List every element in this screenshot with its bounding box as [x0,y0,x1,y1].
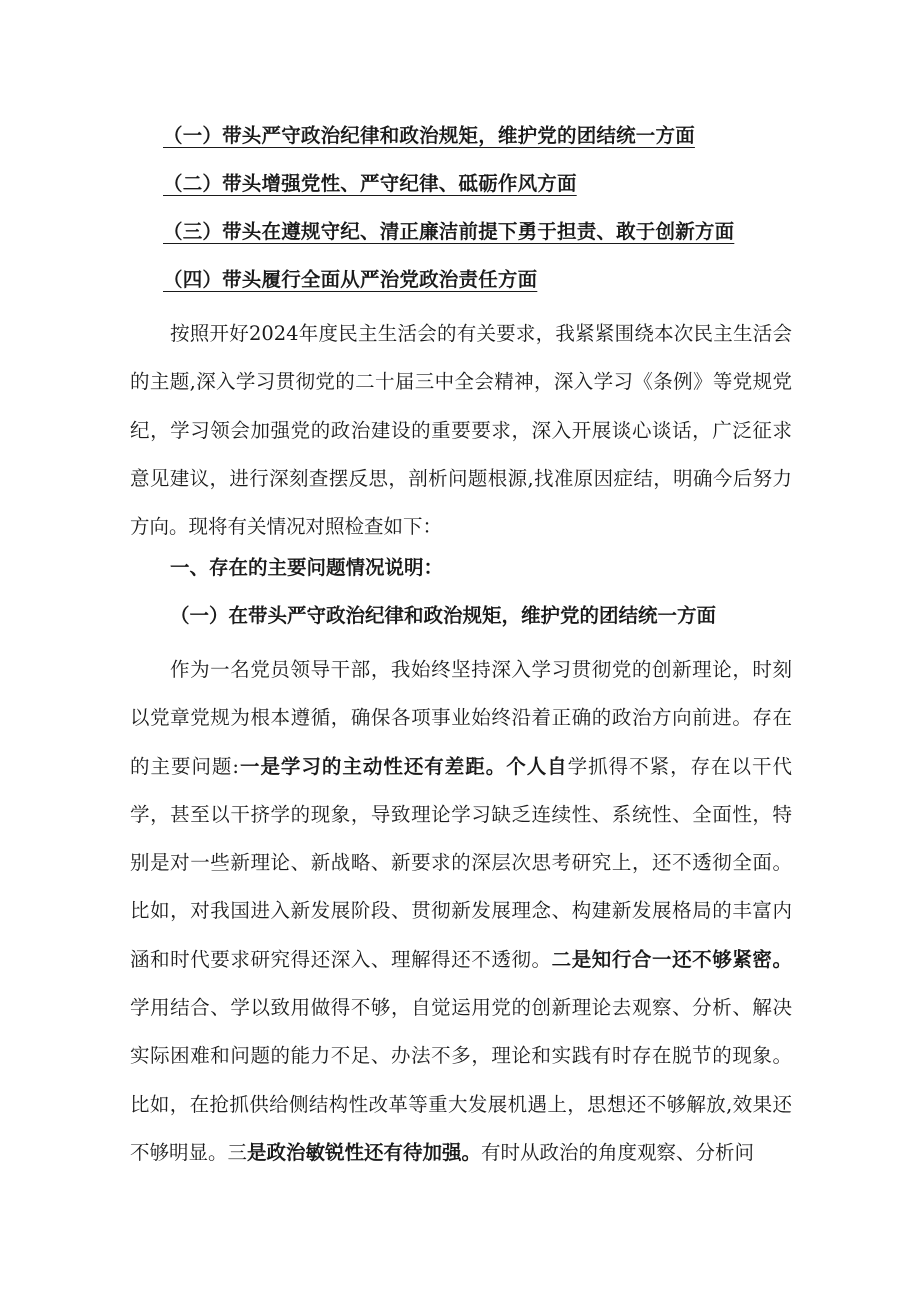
paragraph-bold-1: 一是学习的主动性还有差距。个人自 [238,754,568,778]
section-heading: 一、存在的主要问题情况说明： [170,556,444,579]
paragraph-text-2: 学抓得不紧，存在以干代学，甚至以干挤学的现象，导致理论学习缺乏连续性、系统性、全面性，特别是对一些新理论、新战略、新要求的深层次思考研究上，还不透彻全面。比如，对我国进入新发展阶段、贯彻新发展理念、构建新发展格局的丰富内涵和时代要求研究得还深入、理解得还不透彻。 [130,754,792,971]
paragraph-bold-2: 二是知行合一还不够紧密。 [551,947,792,971]
paragraph-text-4: 有时从政治的角度观察、分析问 [481,1140,755,1164]
toc-item-2: （二）带头增强党性、严守纪律、砥砺作风方面 [163,172,577,195]
toc-item-1: （一）带头严守政治纪律和政治规矩，维护党的团结统一方面 [163,124,695,147]
paragraph-text-1: 作为一名党员领导干部，我始终坚持深入学习贯彻党的创新理论，时刻以党章党规为根本遵循，确保各项事业始终沿着正确的政治方向前进。存在的主要问题: [130,658,792,778]
subsection-heading: （一）在带头严守政治纪律和政治规矩，维护党的团结统一方面 [170,604,717,627]
intro-paragraph: 按照开好2024年度民主生活会的有关要求，我紧紧围绕本次民主生活会的主题,深入学习贯彻党的二十届三中全会精神，深入学习《条例》等党规党纪，学习领会加强党的政治建设的重要要求，深入开展谈心谈话，广泛征求意见建议，进行深刻查摆反思，剖析问题根源,找准原因症结，明确今后努力方向。现将有关情况对照检查如下： [130,322,792,539]
body-paragraph [130,646,792,1177]
paragraph-text-3: 学用结合、学以致用做得不够，自觉运用党的创新理论去观察、分析、解决实际困难和问题的能力不足、办法不多，理论和实践有时存在脱节的现象。比如，在抢抓供给侧结构性改革等重大发展机遇上，思想还不够解放,效果还不够明显。三 [130,996,792,1164]
paragraph-bold-3: 是政治敏锐性还有待加强。 [247,1140,482,1164]
toc-item-3: （三）带头在遵规守纪、清正廉洁前提下勇于担责、敢于创新方面 [163,220,735,243]
toc-item-4: （四）带头履行全面从严治党政治责任方面 [163,268,538,291]
